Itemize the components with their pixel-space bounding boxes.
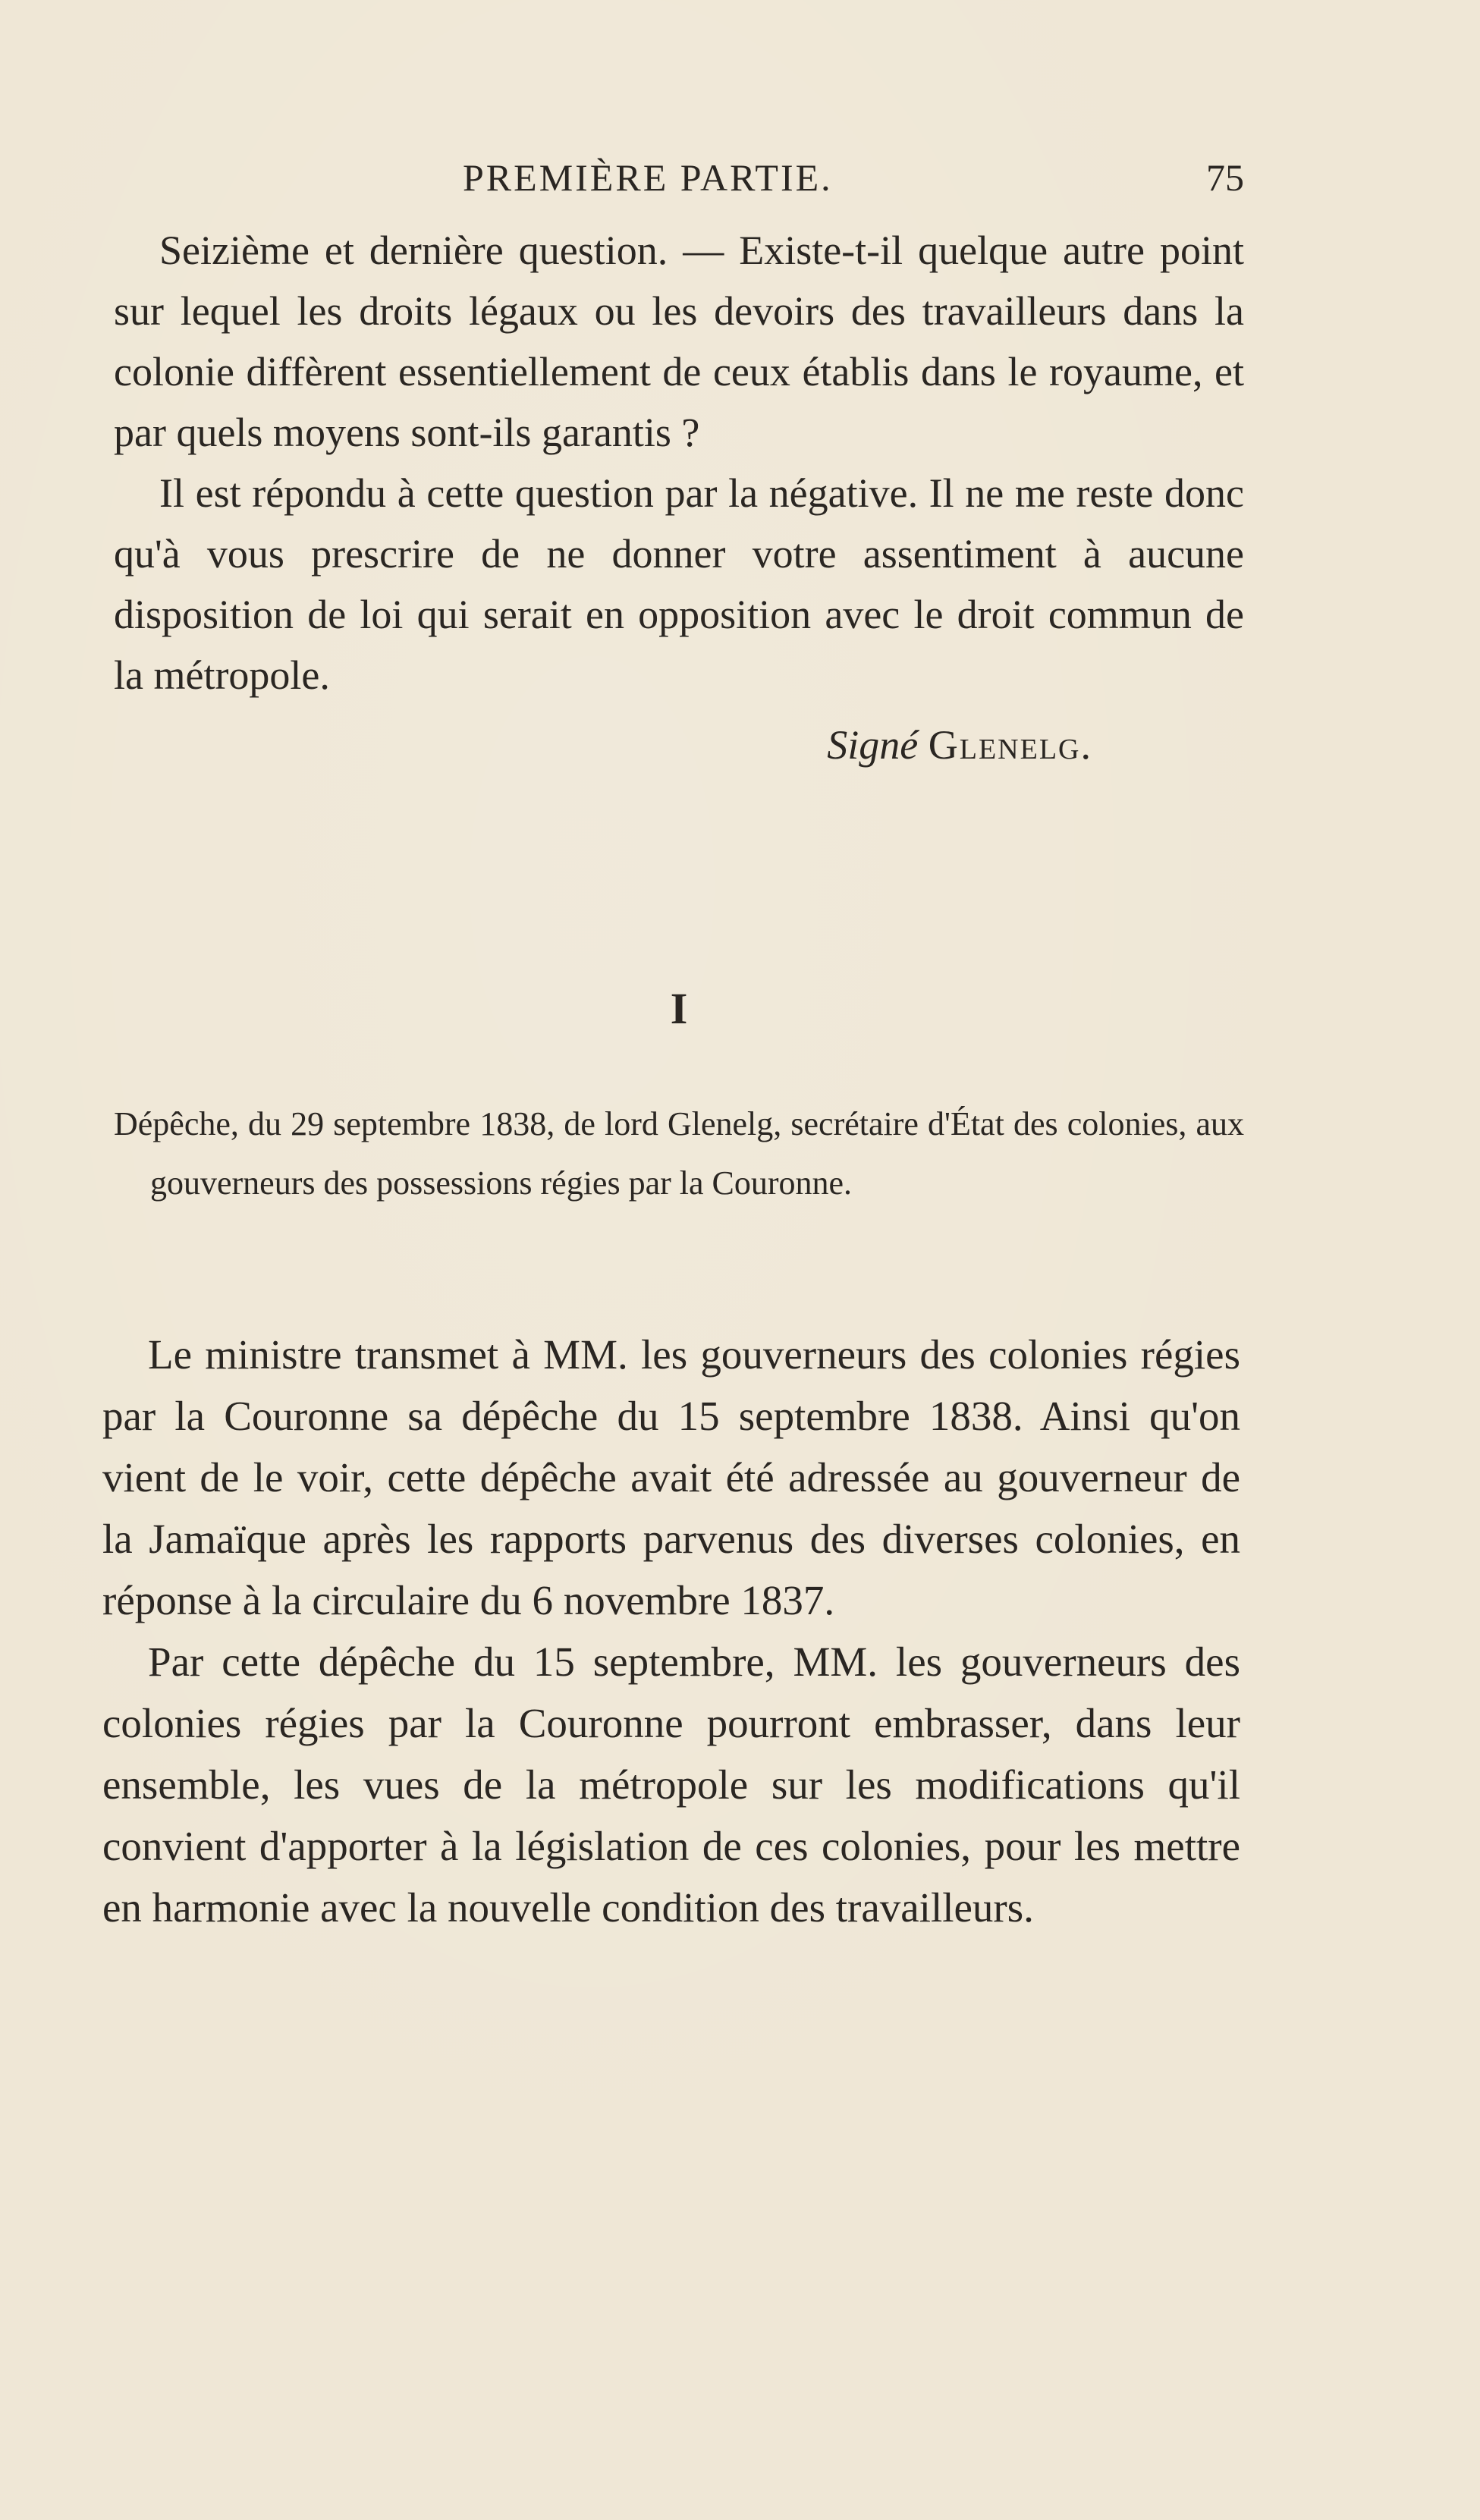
running-head <box>106 156 1244 201</box>
body-paragraph-1: Le ministre transmet à MM. les gouverneurs des colonies régies par la Couronne sa dépêche du 15 septembre 1838. Ainsi qu'on vient de le voir, cette dépêche avait été adressée au gouverneur de la Jamaïque après les rapports parvenus des diverses colonies, en réponse à la circulaire du 6 novembre 1837. <box>102 1331 1240 1623</box>
running-title: PREMIÈRE PARTIE. <box>463 156 833 199</box>
text-block-top <box>114 220 1244 775</box>
signature <box>114 715 1244 775</box>
signature-signe: Signé <box>827 722 919 768</box>
answer-paragraph: Il est répondu à cette question par la négative. Il ne me reste donc qu'à vous prescrire de ne donner votre assentiment à aucune disposition de loi qui serait en opposition avec le droit commun de la métropole. <box>114 470 1244 698</box>
question-paragraph: Seizième et dernière question. — Existe-t-il quelque autre point sur lequel les droits légaux ou les devoirs des travailleurs dans la colonie diffèrent essentiellement de ceux établis dans le royaume, et par quels moyens sont-ils garantis ? <box>114 228 1244 455</box>
dispatch-summary: Dépêche, du 29 septembre 1838, de lord Glenelg, secrétaire d'État des colonies, aux gouverneurs des possessions régies par la Couronne. <box>114 1105 1244 1202</box>
section-number: I <box>670 984 688 1033</box>
text-block-bottom <box>102 1324 1240 1938</box>
page-number: 75 <box>1206 156 1244 199</box>
signature-name: Glenelg. <box>928 722 1092 768</box>
body-paragraph-2: Par cette dépêche du 15 septembre, MM. les gouverneurs des colonies régies par la Couronne pourront embrasser, dans leur ensemble, les vues de la métropole sur les modifications qu'il convient d'apporter à la législation de ces colonies, pour les mettre en harmonie avec la nouvelle condition des travailleurs. <box>102 1639 1240 1931</box>
